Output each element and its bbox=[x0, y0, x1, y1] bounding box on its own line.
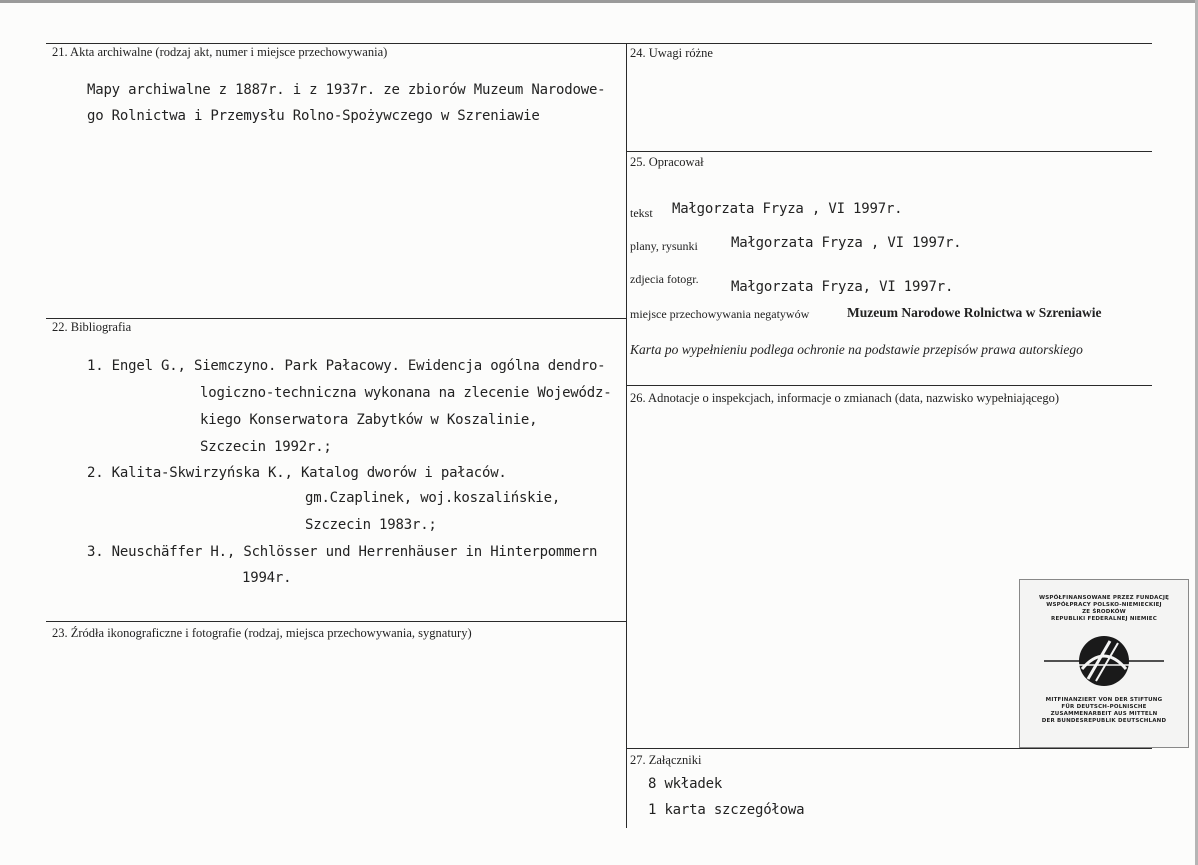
stamp-text-de: ZUSAMMENARBEIT AUS MITTELN bbox=[1050, 711, 1158, 717]
bibliography-entry: gm.Czaplinek, woj.koszalińskie, bbox=[305, 490, 561, 506]
stamp-text-de: DER BUNDESREPUBLIK DEUTSCHLAND bbox=[1041, 718, 1167, 724]
bridge-logo-icon bbox=[1044, 635, 1164, 687]
stamp-text-pl: WSPÓŁPRACY POLSKO-NIEMIECKIEJ bbox=[1046, 602, 1162, 608]
section-21-title: 21. Akta archiwalne (rodzaj akt, numer i miejsce przechowywania) bbox=[52, 45, 388, 59]
bibliography-entry: Szczecin 1992r.; bbox=[200, 439, 332, 455]
foundation-stamp bbox=[1019, 579, 1189, 748]
bibliography-entry: 1. Engel G., Siemczyno. Park Pałacowy. Ewidencja ogólna dendro- bbox=[87, 358, 606, 374]
rule-24-25 bbox=[626, 151, 1152, 152]
photos-author-value: Małgorzata Fryza, VI 1997r. bbox=[731, 279, 954, 295]
text-author-value: Małgorzata Fryza , VI 1997r. bbox=[672, 201, 903, 217]
text-author-label: tekst bbox=[630, 206, 653, 220]
stamp-text-pl: WSPÓŁFINANSOWANE PRZEZ FUNDACJĘ bbox=[1038, 595, 1170, 601]
section-24-title: 24. Uwagi różne bbox=[630, 46, 713, 60]
section-27-title: 27. Załączniki bbox=[630, 753, 702, 767]
section-21-line: Mapy archiwalne z 1887r. i z 1937r. ze zbiorów Muzeum Narodowe- bbox=[87, 82, 606, 98]
section-26-title: 26. Adnotacje o inspekcjach, informacje o zmianach (data, nazwisko wypełniającego) bbox=[630, 391, 1059, 405]
rule-top bbox=[46, 43, 1152, 44]
bibliography-entry: logiczno-techniczna wykonana na zlecenie Wojewódz- bbox=[200, 385, 612, 401]
stamp-text-de: MITFINANZIERT VON DER STIFTUNG bbox=[1045, 697, 1163, 703]
attachment-item: 1 karta szczegółowa bbox=[648, 802, 805, 818]
rule-21-22 bbox=[46, 318, 627, 319]
attachment-item: 8 wkładek bbox=[648, 776, 723, 792]
section-21-line: go Rolnictwa i Przemysłu Rolno-Spożywczego w Szreniawie bbox=[87, 108, 540, 124]
scan-edge-top bbox=[0, 0, 1198, 3]
rule-column-divider bbox=[626, 43, 627, 828]
rule-26-27 bbox=[626, 748, 1152, 749]
stamp-text-pl: REPUBLIKI FEDERALNEJ NIEMIEC bbox=[1051, 616, 1157, 622]
rule-22-23 bbox=[46, 621, 627, 622]
negatives-location-label: miejsce przechowywania negatywów bbox=[630, 307, 810, 321]
bibliography-entry: kiego Konserwatora Zabytków w Koszalinie, bbox=[200, 412, 538, 428]
plans-author-value: Małgorzata Fryza , VI 1997r. bbox=[731, 235, 962, 251]
photos-author-label: zdjecia fotogr. bbox=[630, 272, 699, 286]
bibliography-entry: 2. Kalita-Skwirzyńska K., Katalog dworów i pałaców. bbox=[87, 465, 507, 481]
negatives-location-value: Muzeum Narodowe Rolnictwa w Szreniawie bbox=[847, 305, 1102, 320]
rule-25-26 bbox=[626, 385, 1152, 386]
bibliography-entry: Szczecin 1983r.; bbox=[305, 517, 437, 533]
plans-author-label: plany, rysunki bbox=[630, 239, 698, 253]
bibliography-entry: 1994r. bbox=[242, 570, 292, 586]
copyright-note: Karta po wypełnieniu podlega ochronie na podstawie przepisów prawa autorskiego bbox=[630, 342, 1083, 357]
section-25-title: 25. Opracował bbox=[630, 155, 704, 169]
stamp-text-pl: ZE ŚRODKÓW bbox=[1082, 609, 1126, 615]
section-22-title: 22. Bibliografia bbox=[52, 320, 132, 334]
section-23-title: 23. Źródła ikonograficzne i fotografie (rodzaj, miejsca przechowywania, sygnatury) bbox=[52, 626, 472, 640]
stamp-text-de: FÜR DEUTSCH-POLNISCHE bbox=[1061, 704, 1147, 710]
bibliography-entry: 3. Neuschäffer H., Schlösser und Herrenhäuser in Hinterpommern bbox=[87, 544, 598, 560]
